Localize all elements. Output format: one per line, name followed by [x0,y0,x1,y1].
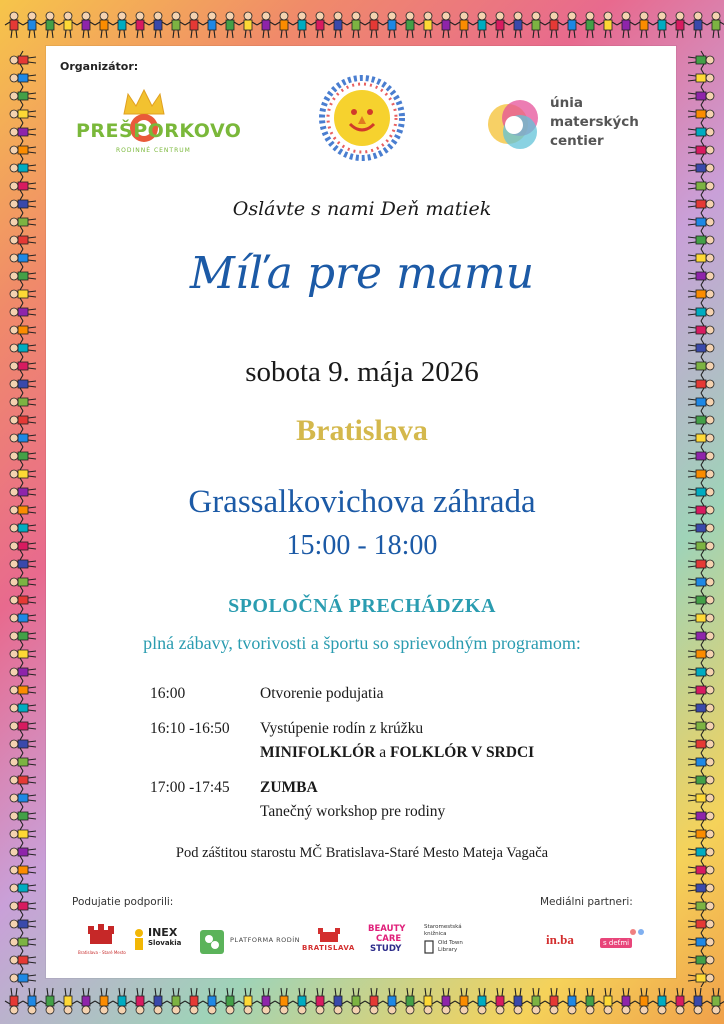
child-figure [41,988,59,1014]
bratislava-text: BRATISLAVA [302,944,355,952]
child-figure [688,717,714,735]
child-figure [688,393,714,411]
child-figure [257,12,275,38]
child-figure [688,303,714,321]
presporkovo-name: PREŠPORKOVO [76,120,242,142]
event-time: 15:00 - 18:00 [286,530,438,561]
schedule-item-detail: Tanečný workshop pre rodiny [260,803,446,820]
child-figure [635,988,653,1014]
care-text: CARE [376,934,402,944]
child-figure [10,573,36,591]
child-figure [257,988,275,1014]
umc-line-1: únia [550,95,583,111]
child-figure [688,123,714,141]
child-figure [5,988,23,1014]
umc-rings-icon [484,94,546,156]
child-figure [10,393,36,411]
castle-icon [78,922,124,946]
child-figure [688,447,714,465]
child-figure [10,771,36,789]
child-figure [455,988,473,1014]
child-figure [10,51,36,69]
child-figure [203,12,221,38]
patronage-note: Pod záštitou starostu MČ Bratislava-Staré Mesto Mateja Vagača [175,845,549,861]
child-figure [10,699,36,717]
schedule-item: ZUMBA [260,779,318,796]
s-detmi-logo [600,928,650,952]
child-figure [275,12,293,38]
child-figure [10,339,36,357]
library-line-4: Library [438,947,458,953]
child-figure [563,12,581,38]
child-figure [545,12,563,38]
child-figure [113,988,131,1014]
child-figure [10,69,36,87]
child-figure [41,12,59,38]
child-figure [10,717,36,735]
child-figure [581,988,599,1014]
child-figure [275,988,293,1014]
child-figure [221,988,239,1014]
beauty-care-study-logo [368,924,414,958]
child-figure [10,951,36,969]
library-line-2: knižnica [424,931,447,937]
child-figure [239,12,257,38]
child-figure [599,988,617,1014]
child-figure [563,988,581,1014]
tagline: Oslávte s nami Deň matiek [232,198,492,220]
child-figure [329,12,347,38]
child-figure [491,988,509,1014]
study-text: STUDY [370,944,402,954]
child-figure [23,988,41,1014]
child-figure [10,177,36,195]
child-figure [293,988,311,1014]
child-figure [671,988,689,1014]
child-figure [365,12,383,38]
child-figure [10,807,36,825]
supporters-label: Podujatie podporili: [72,896,174,908]
unia-materskych-centier-logo [484,94,664,156]
child-figure [401,12,419,38]
child-figure [617,988,635,1014]
library-icon [424,940,434,954]
child-figure [10,861,36,879]
mila-pre-mamu-sun-logo [318,74,406,162]
sun-icon [318,74,406,162]
library-line-1: Staromestská [424,924,462,930]
child-figure [10,231,36,249]
child-figure [131,12,149,38]
child-figure [185,988,203,1014]
child-figure [203,988,221,1014]
child-figure [95,12,113,38]
child-figure [491,12,509,38]
presporkovo-logo [72,84,248,164]
child-figure [688,159,714,177]
child-figure [688,699,714,717]
child-figure [437,988,455,1014]
child-figure [5,12,23,38]
bratislava-castle-icon [318,928,340,942]
child-figure [707,12,724,38]
child-figure [59,12,77,38]
child-figure [383,12,401,38]
child-figure [688,465,714,483]
child-figure [688,807,714,825]
child-figure [10,159,36,177]
inba-text: in.ba [546,932,574,947]
child-figure [10,447,36,465]
beauty-text: BEAUTY [368,924,406,934]
child-figure [383,988,401,1014]
child-figure [347,12,365,38]
child-figure [688,573,714,591]
platforma-text: PLATFORMA RODÍN [230,936,301,944]
child-figure [688,735,714,753]
child-figure [688,339,714,357]
bratislava-logo [302,928,358,956]
child-figure [689,12,707,38]
child-figure [545,988,563,1014]
child-figure [10,933,36,951]
umc-line-2: materských [550,114,639,130]
child-figure [688,51,714,69]
child-figure [10,897,36,915]
child-figure [688,321,714,339]
child-figure [149,12,167,38]
child-figure [167,12,185,38]
child-figure [688,897,714,915]
child-figure [221,12,239,38]
child-figure [329,988,347,1014]
old-town-library-logo [424,924,484,958]
child-figure [293,12,311,38]
child-figure [688,141,714,159]
child-figure [10,735,36,753]
event-date: sobota 9. mája 2026 [245,356,479,388]
child-figure [688,105,714,123]
child-figure [688,69,714,87]
child-figure [10,105,36,123]
child-figure [688,663,714,681]
walk-subtitle: plná zábavy, tvorivosti a športu so sprievodným programom: [143,633,581,653]
joiner-text: a [375,744,391,761]
library-line-3: Old Town [438,940,463,946]
child-figure [509,988,527,1014]
poster-title: Míľa pre mamu [189,248,535,299]
child-figure [707,988,724,1014]
child-figure [688,951,714,969]
s-detmi-text: s deťmi [600,938,632,948]
child-figure [455,12,473,38]
umc-line-3: centier [550,133,604,149]
child-figure [671,12,689,38]
child-figure [419,988,437,1014]
child-figure [635,12,653,38]
schedule-time: 16:00 [150,685,186,702]
child-figure [77,12,95,38]
schedule-time: 16:10 -16:50 [150,720,230,737]
media-partners-label: Mediálni partneri: [540,896,633,908]
child-figure [10,141,36,159]
child-figure [347,988,365,1014]
stare-mesto-logo [78,922,124,956]
child-figure [688,825,714,843]
child-figure [113,12,131,38]
child-figure [311,12,329,38]
child-figure [149,988,167,1014]
walk-heading: SPOLOČNÁ PRECHÁDZKA [228,595,496,617]
child-figure [10,969,36,987]
child-figure [653,12,671,38]
child-figure [688,681,714,699]
child-figure [688,969,714,987]
stare-mesto-text: Bratislava - Staré Mesto [78,950,126,955]
child-figure [688,933,714,951]
child-figure [527,988,545,1014]
inba-logo [546,932,590,956]
child-figure [131,988,149,1014]
child-figure [167,988,185,1014]
child-figure [688,879,714,897]
child-figure [185,12,203,38]
child-figure [473,12,491,38]
child-figure [688,915,714,933]
child-figure [311,988,329,1014]
child-figure [653,988,671,1014]
person-icon [132,928,146,950]
child-figure [509,12,527,38]
platforma-icon [200,930,224,954]
child-figure [10,303,36,321]
presporkovo-subtitle: RODINNÉ CENTRUM [116,147,191,154]
child-figure [23,12,41,38]
schedule-item: Otvorenie podujatia [260,685,384,702]
child-figure [437,12,455,38]
folklor-v-srdci-label: FOLKLÓR V SRDCI [390,744,535,761]
schedule-time: 17:00 -17:45 [150,779,230,796]
child-figure [59,988,77,1014]
child-figure [688,87,714,105]
child-figure [10,825,36,843]
event-venue: Grassalkovichova záhrada [188,484,536,520]
child-figure [239,988,257,1014]
child-figure [10,321,36,339]
inex-text: INEX [148,926,178,939]
child-figure [10,123,36,141]
child-figure [10,663,36,681]
child-figure [688,789,714,807]
child-figure [688,771,714,789]
child-figure [10,681,36,699]
child-figure [419,12,437,38]
child-figure [688,861,714,879]
child-figure [689,988,707,1014]
event-city: Bratislava [296,414,428,447]
child-figure [10,915,36,933]
child-figure [95,988,113,1014]
child-figure [365,988,383,1014]
child-figure [10,465,36,483]
child-figure [688,231,714,249]
minifolklor-label: MINIFOLKLÓR [260,744,376,761]
child-figure [688,177,714,195]
child-figure [527,12,545,38]
platforma-rodin-logo [200,930,300,954]
schedule-item-detail [260,744,534,762]
umc-name [550,94,639,151]
child-figure [10,87,36,105]
child-figure [10,879,36,897]
organizer-label: Organizátor: [60,60,139,73]
slovakia-text: Slovakia [148,939,182,947]
child-figure [10,753,36,771]
child-figure [581,12,599,38]
child-figure [473,988,491,1014]
child-figure [401,988,419,1014]
child-figure [10,789,36,807]
child-figure [617,12,635,38]
child-figure [688,753,714,771]
child-figure [77,988,95,1014]
schedule-item: Vystúpenie rodín z krúžku [260,720,424,737]
child-figure [599,12,617,38]
inex-slovakia-logo [132,926,184,956]
